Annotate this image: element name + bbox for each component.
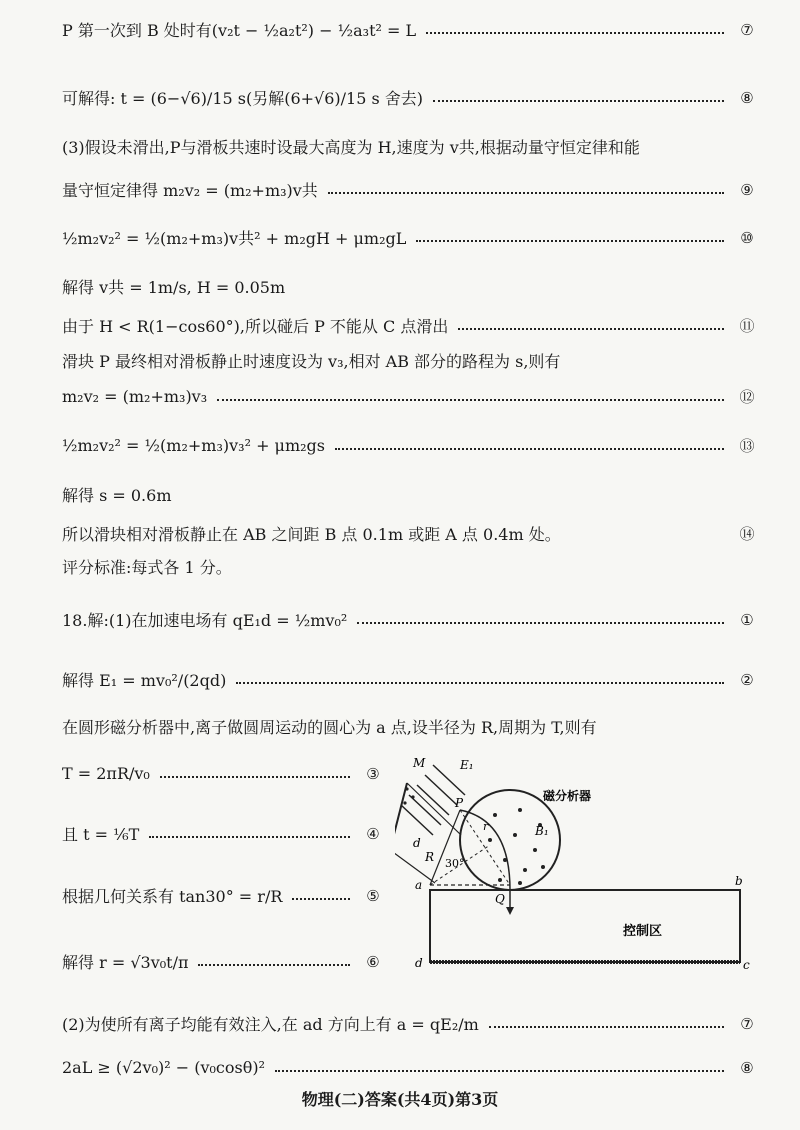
equation-12-number: ⑫ [739,388,755,406]
equation-11-number: ⑪ [739,317,755,335]
label-d: d [413,836,421,850]
field-dots [488,808,545,885]
leader-dots [335,448,724,450]
q18-equation-3-text: T = 2πR/v₀ [62,764,150,783]
leader-dots [275,1070,724,1072]
equation-14 [62,522,760,545]
leader-dots [416,240,724,242]
equation-12 [62,386,760,407]
label-c: c [743,958,750,972]
leader-dots [149,836,350,838]
part3-condition: 滑块 P 最终相对滑板静止时速度设为 v₃,相对 AB 部分的路程为 s,则有 [62,352,561,371]
label-R: R [425,850,435,864]
q18-equation-4-text: 且 t = ⅙T [62,825,140,844]
label-Q: Q [495,892,505,906]
leader-dots [217,399,724,401]
q18-equation-2-text: 解得 E₁ = mv₀²/(2qd) [62,671,227,690]
label-a: a [415,878,423,892]
q18-equation-7 [62,1012,760,1035]
q18-paragraph: 在圆形磁分析器中,离子做圆周运动的圆心为 a 点,设半径为 R,周期为 T,则有 [62,718,597,737]
q18-equation-8 [62,1058,760,1077]
equation-13 [62,435,760,456]
label-b: b [735,874,743,888]
leader-dots [236,682,724,684]
leader-dots [292,898,350,900]
leader-dots [357,622,724,624]
equation-8 [62,86,760,109]
q18-equation-8-text: 2aL ≥ (√2v₀)² − (v₀cosθ)² [62,1058,266,1077]
equation-7-number: ⑦ [740,20,754,39]
equation-11 [62,314,760,337]
solution-line-1: 解得 v共 = 1m/s, H = 0.05m [62,278,286,297]
q18-equation-1-number: ① [740,610,754,629]
equation-8-number: ⑧ [740,88,754,107]
q18-equation-7-text: (2)为使所有离子均能有效注入,在 ad 方向上有 a = qE₂/m [62,1015,479,1034]
q18-equation-6-number: ⑥ [366,952,380,971]
label-P: P [455,796,464,810]
q18-equation-6 [62,950,386,973]
equation-9 [62,178,760,201]
q18-equation-2-number: ② [740,670,754,689]
control-region [430,890,740,962]
q18-equation-8-number: ⑧ [740,1058,754,1077]
leader-dots [489,1026,724,1028]
q18-equation-7-number: ⑦ [740,1014,754,1033]
label-E1: E₁ [460,758,474,772]
page-footer: 物理(二)答案(共4页)第3页 [301,1090,499,1109]
equation-14-text: 所以滑块相对滑板静止在 AB 之间距 B 点 0.1m 或距 A 点 0.4m 处。 [62,525,561,544]
label-analyzer: 磁分析器 [543,789,592,803]
equation-10-number: ⑩ [740,228,754,247]
equation-13-text: ½m₂v₂² = ½(m₂+m₃)v₃² + μm₂gs [62,436,325,455]
q18-equation-4 [62,822,386,845]
equation-10-text: ½m₂v₂² = ½(m₂+m₃)v共² + m₂gH + μm₂gL [62,229,407,248]
equation-8-text: 可解得: t = (6−√6)/15 s(另解(6+√6)/15 s 舍去) [62,89,424,108]
equation-11-text: 由于 H < R(1−cos60°),所以碰后 P 不能从 C 点滑出 [62,317,449,336]
part3-intro: (3)假设未滑出,P与滑板共速时设最大高度为 H,速度为 v共,根据动量守恒定律和能 [62,138,640,157]
leader-dots [426,32,724,34]
q18-equation-2 [62,668,760,691]
label-control: 控制区 [623,924,663,939]
label-r: r [483,820,489,833]
equation-7-text: P 第一次到 B 处时有(v₂t − ½a₂t²) − ½a₃t² = L [62,21,417,40]
q18-equation-1-text: 18.解:(1)在加速电场有 qE₁d = ½mv₀² [62,611,348,630]
leader-dots [433,100,724,102]
equation-9-number: ⑨ [740,180,754,199]
equation-9-text: 量守恒定律得 m₂v₂ = (m₂+m₃)v共 [62,181,318,200]
label-B1: B₁ [535,824,549,838]
label-d-corner: d [415,956,423,970]
equation-12-text: m₂v₂ = (m₂+m₃)v₃ [62,387,208,406]
leader-dots [458,328,724,330]
leader-dots [160,776,350,778]
equation-7 [62,18,760,41]
label-angle: 30° [445,857,465,870]
equation-14-number: ⑭ [739,525,755,543]
q18-equation-1 [62,608,760,631]
q18-equation-6-text: 解得 r = √3v₀t/π [62,953,189,972]
q18-equation-5 [62,884,386,907]
q18-equation-5-number: ⑤ [366,886,380,905]
label-M: M [413,756,426,770]
q18-equation-5-text: 根据几何关系有 tan30° = r/R [62,887,283,906]
q18-equation-3-number: ③ [366,764,380,783]
leader-dots [198,964,350,966]
q18-equation-4-number: ④ [366,824,380,843]
solution-line-2: 解得 s = 0.6m [62,486,172,505]
q18-equation-3 [62,764,386,783]
magnetic-analyzer-figure [395,755,765,975]
equation-13-number: ⑬ [739,437,755,455]
equation-10 [62,226,760,249]
scoring-note: 评分标准:每式各 1 分。 [62,558,232,577]
leader-dots [328,192,724,194]
